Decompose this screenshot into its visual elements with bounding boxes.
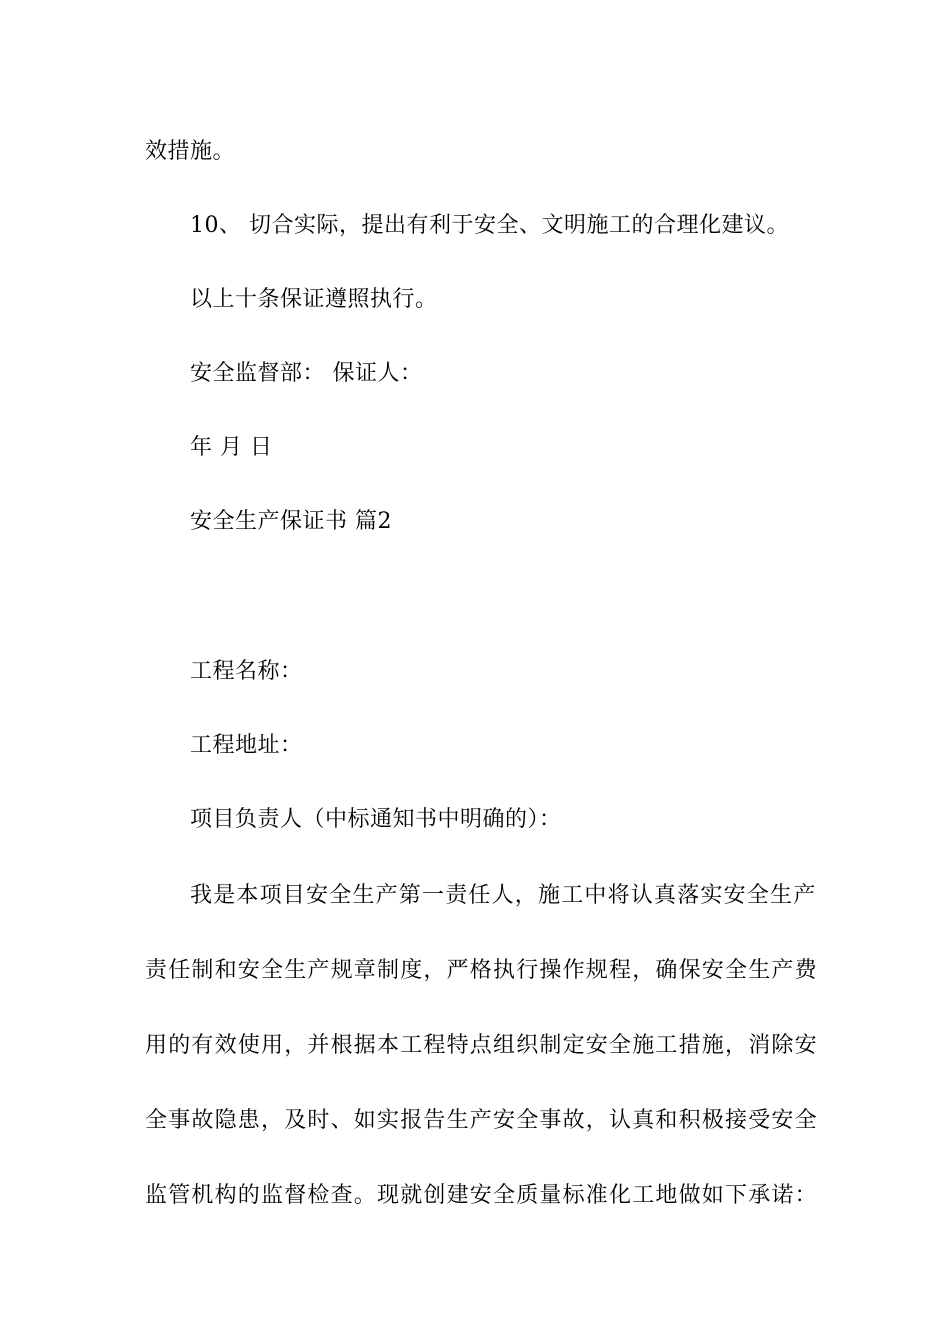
list-item-10: 10、 切合实际，提出有利于安全、文明施工的合理化建议。 <box>190 213 789 238</box>
body-paragraph-line: 监管机构的监督检查。现就创建安全质量标准化工地做如下承诺： <box>145 1183 818 1208</box>
body-paragraph-line: 用的有效使用，并根据本工程特点组织制定安全施工措施，消除安 <box>145 1033 818 1058</box>
project-lead-field: 项目负责人（中标通知书中明确的）： <box>190 807 562 832</box>
section-title: 安全生产保证书 篇2 <box>190 509 392 534</box>
body-paragraph-line: 全事故隐患，及时、如实报告生产安全事故，认真和积极接受安全 <box>145 1108 818 1133</box>
body-paragraph-line: 我是本项目安全生产第一责任人，施工中将认真落实安全生产 <box>190 883 817 908</box>
signature-line: 安全监督部： 保证人： <box>190 361 423 386</box>
date-line: 年 月 日 <box>190 435 273 460</box>
body-paragraph-line: 责任制和安全生产规章制度，严格执行操作规程，确保安全生产费 <box>145 958 818 983</box>
project-name-field: 工程名称： <box>190 659 303 684</box>
paragraph-continuation: 效措施。 <box>145 139 236 164</box>
project-address-field: 工程地址： <box>190 733 303 758</box>
closing-statement: 以上十条保证遵照执行。 <box>190 287 438 312</box>
